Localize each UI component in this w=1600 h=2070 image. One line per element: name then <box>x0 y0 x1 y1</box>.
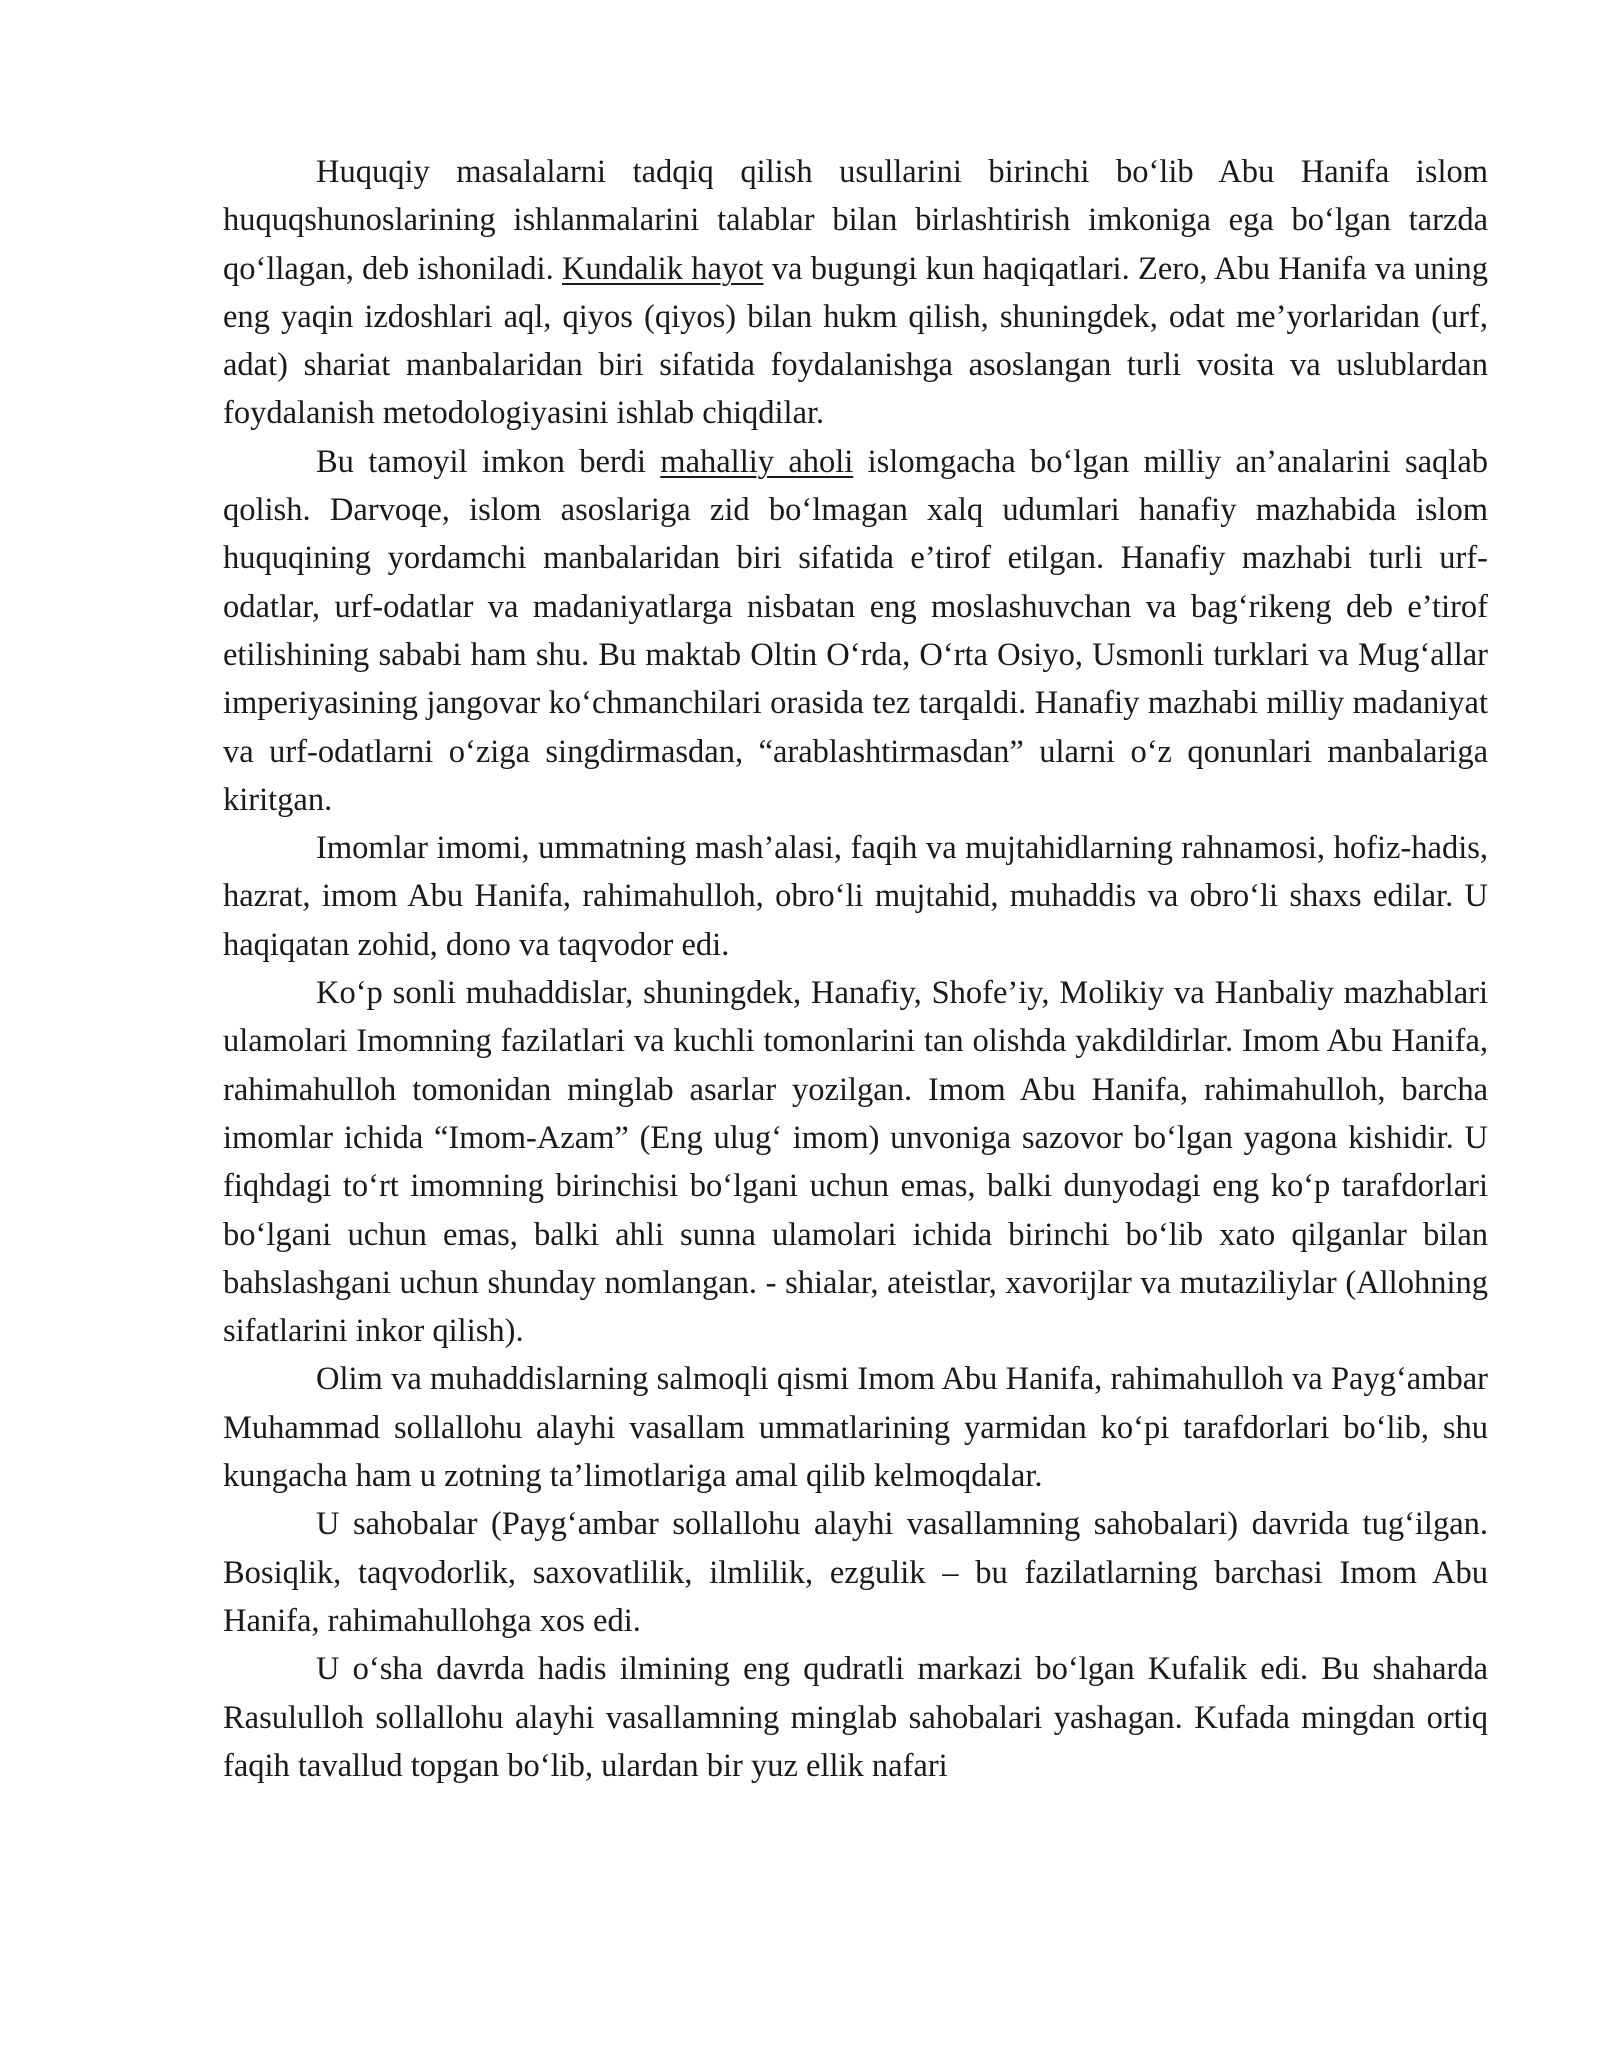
paragraph-5: Olim va muhaddislarning salmoqli qismi Imom Abu Hanifa, rahimahulloh va Paygʻambar Muhammad sollallohu alayhi vasallam ummatlarining yarmidan koʻpi tarafdorlari boʻlib, shu kungacha ham u zotning ta’limotlariga amal qilib kelmoqdalar. <box>223 1361 1488 1495</box>
paragraph-1-text-a: Huquqiy masalalarni tadqiq qilish usullarini birinchi boʻlib Abu Hanifa islom huquqshunoslarining ishlanmalarini talablar bilan birlashtirish imkoniga ega boʻlgan tarzda qoʻllagan, deb ishoniladi. <box>223 154 1488 287</box>
paragraph-3: Imomlar imomi, ummatning mash’alasi, faqih va mujtahidlarning rahnamosi, hofiz-hadis, hazrat, imom Abu Hanifa, rahimahulloh, obroʻli mujtahid, muhaddis va obroʻli shaxs edilar. U haqiqatan zohid, dono va taqvodor edi. <box>223 830 1488 963</box>
document-page <box>223 148 1488 1790</box>
paragraph-2-text-b: islomgacha boʻlgan milliy an’analarini saqlab qolish. Darvoqe, islom asoslariga zid boʻlmagan xalq udumlari hanafiy mazhabida islom huquqining yordamchi manbalaridan biri sifatida e’tirof etilgan. Hanafiy mazhabi turli urf-odatlar, urf-odatlar va madaniyatlarga nisbatan eng moslashuvchan va bagʻrikeng deb e’tirof etilishining sababi ham shu. Bu maktab Oltin Oʻrda, Oʻrta Osiyo, Usmonli turklari va Mugʻallar imperiyasining jangovar koʻchmanchilari orasida tez tarqaldi. Hanafiy mazhabi milliy madaniyat va urf-odatlarni oʻziga singdirmasdan, “arablashtirmasdan” ularni oʻz qonunlari manbalariga kiritgan. <box>223 443 1488 818</box>
underlined-phrase-mahalliy-aholi: mahalliy aholi <box>660 443 854 480</box>
paragraph-7: U oʻsha davrda hadis ilmining eng qudratli markazi boʻlgan Kufalik edi. Bu shaharda Rasululloh sollallohu alayhi vasallamning minglab sahobalari yashagan. Kufada mingdan ortiq faqih tavallud topgan boʻlib, ulardan bir yuz ellik nafari <box>223 1651 1488 1784</box>
underlined-phrase-kundalik-hayot: Kundalik hayot <box>562 250 764 287</box>
paragraph-2-text-a: Bu tamoyil imkon berdi <box>316 443 661 480</box>
paragraph-2 <box>223 438 1488 824</box>
paragraph-1-text-b: va bugungi kun haqiqatlari. Zero, Abu Hanifa va uning eng yaqin izdoshlari aql, qiyos (qiyos) bilan hukm qilish, shuningdek, odat me’yorlaridan (urf, adat) shariat manbalaridan biri sifatida foydalanishga asoslangan turli vosita va uslublardan foydalanish metodologiyasini ishlab chiqdilar. <box>223 250 1488 432</box>
paragraph-4: Koʻp sonli muhaddislar, shuningdek, Hanafiy, Shofe’iy, Molikiy va Hanbaliy mazhablari ulamolari Imomning fazilatlari va kuchli tomonlarini tan olishda yakdildirlar. Imom Abu Hanifa, rahimahulloh tomonidan minglab asarlar yozilgan. Imom Abu Hanifa, rahimahulloh, barcha imomlar ichida “Imom-Azam” (Eng ulugʻ imom) unvoniga sazovor boʻlgan yagona kishidir. U fiqhdagi toʻrt imomning birinchisi boʻlgani uchun emas, balki dunyodagi eng koʻp tarafdorlari boʻlgani uchun emas, balki ahli sunna ulamolari ichida birinchi boʻlib xato qilganlar bilan bahslashgani uchun shunday nomlangan. - shialar, ateistlar, xavorijlar va mutaziliylar (Allohning sifatlarini inkor qilish). <box>223 975 1488 1350</box>
paragraph-1 <box>223 148 1488 438</box>
paragraph-6: U sahobalar (Paygʻambar sollallohu alayhi vasallamning sahobalari) davrida tugʻilgan. Bosiqlik, taqvodorlik, saxovatlilik, ilmlilik, ezgulik – bu fazilatlarning barchasi Imom Abu Hanifa, rahimahullohga xos edi. <box>223 1506 1488 1639</box>
